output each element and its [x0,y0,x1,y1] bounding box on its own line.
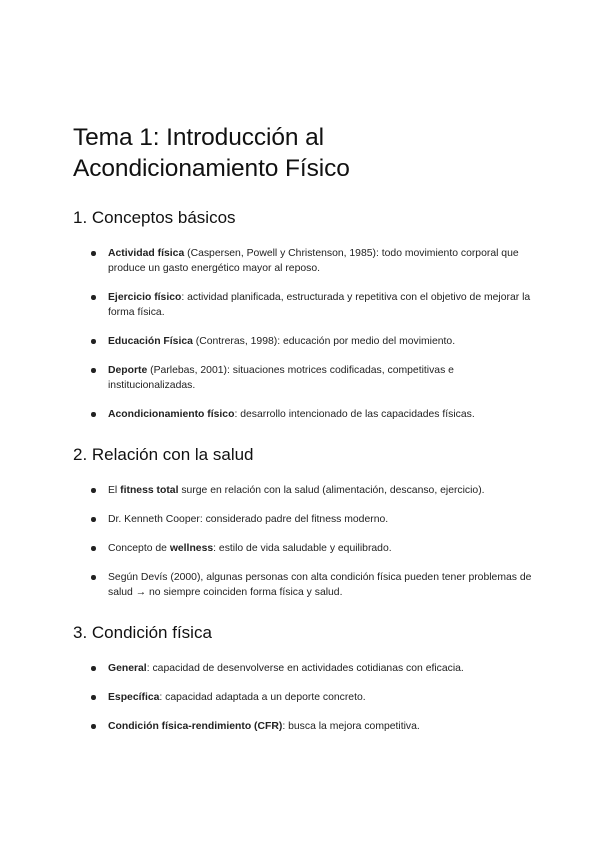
section-heading: 3. Condición física [73,623,212,642]
bullet-icon [91,575,96,580]
bullet-icon [91,724,96,729]
bullet-icon [91,251,96,256]
list-item: General: capacidad de desenvolverse en actividades cotidianas con eficacia. [91,661,540,676]
bullet-icon [91,695,96,700]
bullet-icon [91,295,96,300]
bullet-icon [91,412,96,417]
list-item: Específica: capacidad adaptada a un deporte concreto. [91,690,540,705]
list-item: Concepto de wellness: estilo de vida saludable y equilibrado. [91,541,540,556]
list-item: Ejercicio físico: actividad planificada, estructurada y repetitiva con el objetivo de mejorar la forma física. [91,290,540,320]
list-item: El fitness total surge en relación con la salud (alimentación, descanso, ejercicio). [91,483,540,498]
title-line-1: Tema 1: Introducción al [73,124,325,151]
section-heading: 1. Conceptos básicos [73,208,236,227]
section-conceptos [73,207,540,422]
section-heading: 2. Relación con la salud [73,445,254,464]
list-item: Deporte (Parlebas, 2001): situaciones motrices codificadas, competitivas e institucionalizadas. [91,363,540,393]
title-line-2: Acondicionamiento Físico [73,155,350,182]
bullet-icon [91,666,96,671]
list-item: Acondicionamiento físico: desarrollo intencionado de las capacidades físicas. [91,407,540,422]
bullet-icon [91,517,96,522]
list-item: Educación Física (Contreras, 1998): educación por medio del movimiento. [91,334,540,349]
document-title [73,122,540,184]
bullet-icon [91,546,96,551]
bullet-icon [91,488,96,493]
bullet-list [73,246,540,422]
list-item: Según Devís (2000), algunas personas con alta condición física pueden tener problemas de salud → no siempre coinciden forma física y salud. [91,570,540,600]
bullet-icon [91,368,96,373]
list-item: Condición física-rendimiento (CFR): busca la mejora competitiva. [91,719,540,734]
section-condicion [73,622,540,734]
bullet-list [73,483,540,600]
bullet-icon [91,339,96,344]
bullet-list [73,661,540,734]
section-salud [73,444,540,600]
list-item: Actividad física (Caspersen, Powell y Christenson, 1985): todo movimiento corporal que produce un gasto energético mayor al reposo. [91,246,540,276]
list-item: Dr. Kenneth Cooper: considerado padre del fitness moderno. [91,512,540,527]
